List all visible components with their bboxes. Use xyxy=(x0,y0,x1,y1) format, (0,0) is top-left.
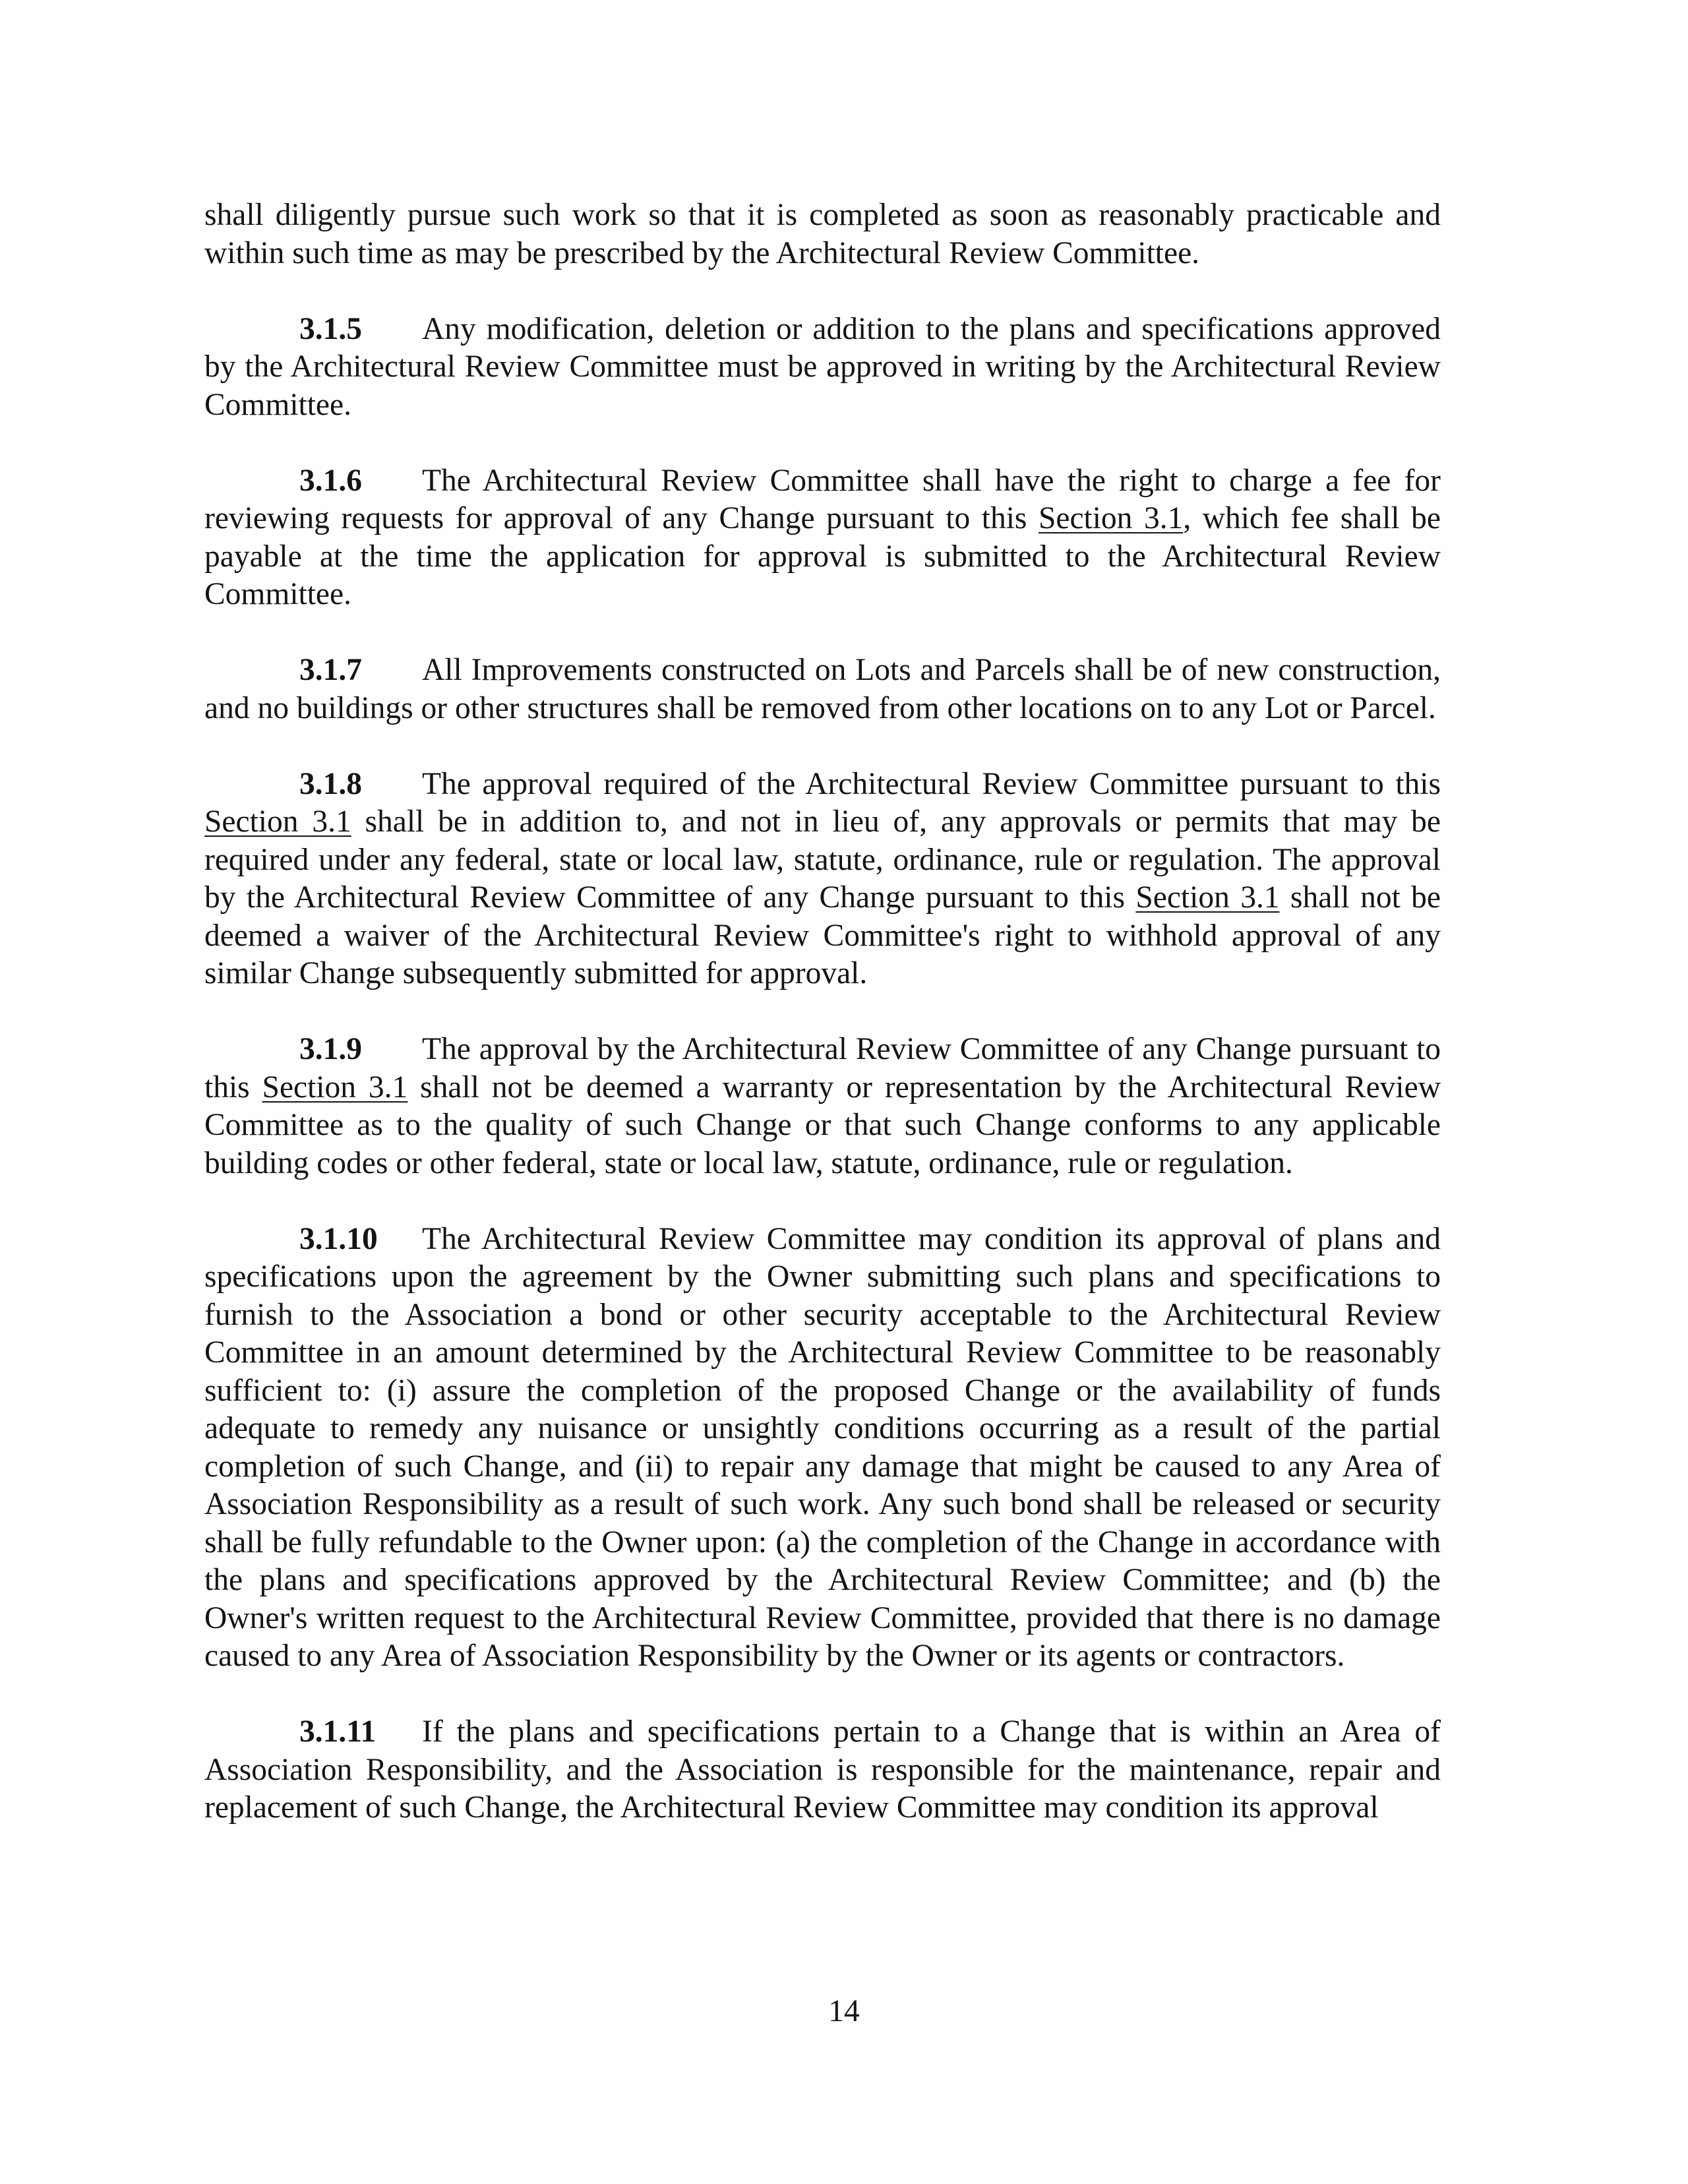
section-text: All Improvements constructed on Lots and Parcels shall be of new construction, and no buildings or other structures shall be removed from other locations on to any Lot or Parcel. xyxy=(204,653,1441,725)
section-3-1-7 xyxy=(204,652,1441,727)
section-reference: Section 3.1 xyxy=(204,804,351,839)
section-3-1-6 xyxy=(204,462,1441,614)
section-reference: Section 3.1 xyxy=(1038,501,1184,535)
section-3-1-8 xyxy=(204,766,1441,993)
section-text: The Architectural Review Committee shall have the right to charge a fee for reviewing requests for approval of any Change pursuant to this xyxy=(204,463,1441,535)
section-number: 3.1.7 xyxy=(299,653,362,687)
section-number: 3.1.9 xyxy=(299,1032,362,1066)
section-reference: Section 3.1 xyxy=(262,1070,408,1105)
section-3-1-10 xyxy=(204,1221,1441,1676)
section-text: shall be in addition to, and not in lieu of, any approvals or permits that may be required under any federal, state or local law, statute, ordinance, rule or regulation. The approval by the Architectural Review Committee of any Change pursuant to this xyxy=(204,804,1441,915)
section-text: The approval by the Architectural Review Committee of any Change pursuant to this xyxy=(204,1032,1441,1105)
section-reference: Section 3.1 xyxy=(1135,880,1280,915)
section-3-1-11 xyxy=(204,1713,1441,1827)
section-number: 3.1.8 xyxy=(299,766,362,801)
section-text: shall not be deemed a waiver of the Architectural Review Committee's right to withhold approval of any similar Change subsequently submitted for approval. xyxy=(204,880,1441,990)
section-text: Any modification, deletion or addition to the plans and specifications approved by the Architectural Review Committee must be approved in writing by the Architectural Review Committee. xyxy=(204,311,1441,422)
intro-text: shall diligently pursue such work so that it is completed as soon as reasonably practicable and within such time as may be prescribed by the Architectural Review Committee. xyxy=(204,198,1441,270)
section-text: The approval required of the Architectural Review Committee pursuant to this xyxy=(422,766,1441,801)
section-text: If the plans and specifications pertain to a Change that is within an Area of Association Responsibility, and the Association is responsible for the maintenance, repair and replacement of such Change, the Architectural Review Committee may condition its approval xyxy=(204,1714,1441,1825)
section-text: The Architectural Review Committee may condition its approval of plans and specifications upon the agreement by the Owner submitting such plans and specifications to furnish to the Association a bond or other security acceptable to the Architectural Review Committee in an amount determined by the Architectural Review Committee to be reasonably sufficient to: (i) assure the completion of the proposed Change or the availability of funds adequate to remedy any nuisance or unsightly conditions occurring as a result of the partial completion of such Change, and (ii) to repair any damage that might be caused to any Area of Association Responsibility as a result of such work. Any such bond shall be released or security shall be fully refundable to the Owner upon: (a) the completion of the Change in accordance with the plans and specifications approved by the Architectural Review Committee; and (b) the Owner's written request to the Architectural Review Committee, provided that there is no damage caused to any Area of Association Responsibility by the Owner or its agents or contractors. xyxy=(204,1221,1441,1673)
section-3-1-5 xyxy=(204,311,1441,425)
section-number: 3.1.6 xyxy=(299,463,362,498)
document-body xyxy=(204,197,1441,1865)
section-number: 3.1.10 xyxy=(299,1221,378,1256)
section-text: , which fee shall be payable at the time the application for approval is submitted to the Architectural Review Committee. xyxy=(204,501,1441,611)
section-number: 3.1.5 xyxy=(299,311,362,346)
page-number: 14 xyxy=(828,1994,860,2028)
intro-paragraph xyxy=(204,197,1441,272)
section-3-1-9 xyxy=(204,1031,1441,1182)
section-text: shall not be deemed a warranty or representation by the Architectural Review Committee as to the quality of such Change or that such Change conforms to any applicable building codes or other federal, state or local law, statute, ordinance, rule or regulation. xyxy=(204,1070,1441,1180)
section-number: 3.1.11 xyxy=(299,1714,377,1749)
